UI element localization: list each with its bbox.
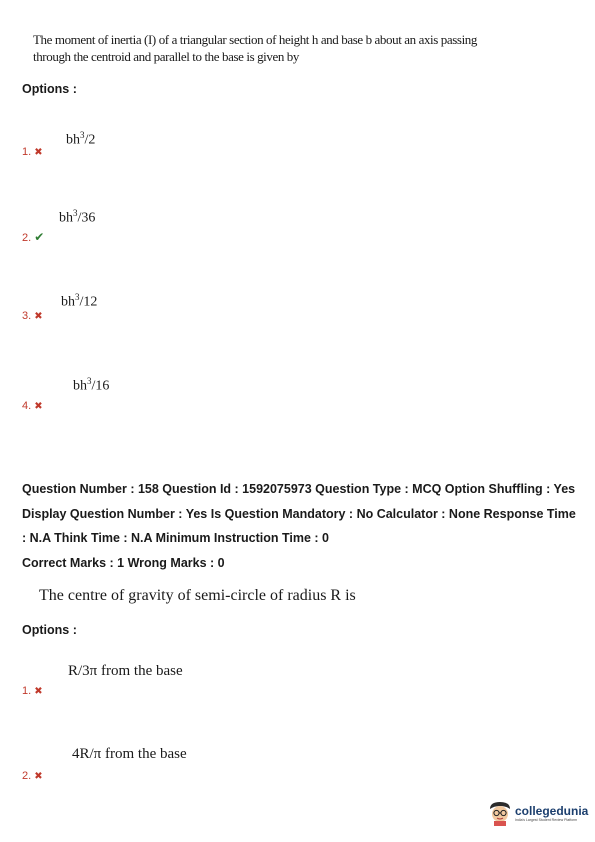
option-exponent: 3	[75, 292, 80, 302]
options-label: Options :	[22, 623, 77, 637]
option-rest: /36	[77, 210, 96, 226]
meta-line: : N.A Think Time : N.A Minimum Instruction Time : 0	[22, 531, 329, 545]
option-number-label: 2.	[22, 770, 32, 782]
option-number	[22, 685, 43, 697]
option-text	[66, 130, 95, 149]
option-number-label: 1.	[22, 685, 32, 697]
question-text	[33, 31, 553, 65]
option-number-label: 3.	[22, 310, 32, 322]
option-rest: /16	[91, 378, 110, 394]
option-text	[59, 208, 95, 227]
option-text: R/3π from the base	[68, 663, 183, 679]
option-number	[22, 146, 43, 158]
option-number-label: 1.	[22, 146, 32, 158]
option-number-label: 4.	[22, 400, 32, 412]
question-text-line: The moment of inertia (I) of a triangular section of height h and base b about an axis passing	[33, 32, 477, 47]
option-number	[22, 230, 44, 244]
option-text	[61, 292, 97, 311]
option-number	[22, 770, 43, 782]
options-label: Options :	[22, 82, 77, 96]
option-text	[73, 376, 109, 395]
option-number	[22, 400, 43, 412]
option-base: bh	[66, 132, 80, 148]
option-exponent: 3	[73, 208, 78, 218]
wrong-icon: ✖	[34, 401, 43, 412]
option-rest: /12	[79, 294, 98, 310]
logo-name: collegedunia	[515, 803, 589, 818]
option-text: 4R/π from the base	[72, 746, 187, 762]
option-exponent: 3	[80, 130, 85, 140]
option-base: bh	[61, 294, 75, 310]
wrong-icon: ✖	[34, 686, 43, 697]
question-text-line: through the centroid and parallel to the base is given by	[33, 49, 300, 64]
question-text: The centre of gravity of semi-circle of radius R is	[39, 587, 356, 604]
wrong-icon: ✖	[34, 147, 43, 158]
meta-line: Display Question Number : Yes Is Question Mandatory : No Calculator : None Response Time	[22, 506, 576, 521]
option-base: bh	[59, 210, 73, 226]
meta-line: Correct Marks : 1 Wrong Marks : 0	[22, 555, 225, 570]
option-rest: /2	[84, 132, 96, 148]
collegedunia-logo	[488, 800, 588, 826]
option-base: bh	[73, 378, 87, 394]
meta-line: Question Number : 158 Question Id : 1592075973 Question Type : MCQ Option Shuffling : Yes	[22, 482, 576, 496]
wrong-icon: ✖	[34, 771, 43, 782]
mascot-icon	[488, 800, 512, 826]
wrong-icon: ✖	[34, 311, 43, 322]
option-exponent: 3	[87, 376, 92, 386]
option-number-label: 2.	[22, 232, 32, 244]
logo-tagline: India's Largest Student Review Platform	[515, 817, 578, 822]
check-icon: ✔	[34, 230, 45, 244]
option-number	[22, 310, 43, 322]
question-meta	[22, 477, 587, 575]
